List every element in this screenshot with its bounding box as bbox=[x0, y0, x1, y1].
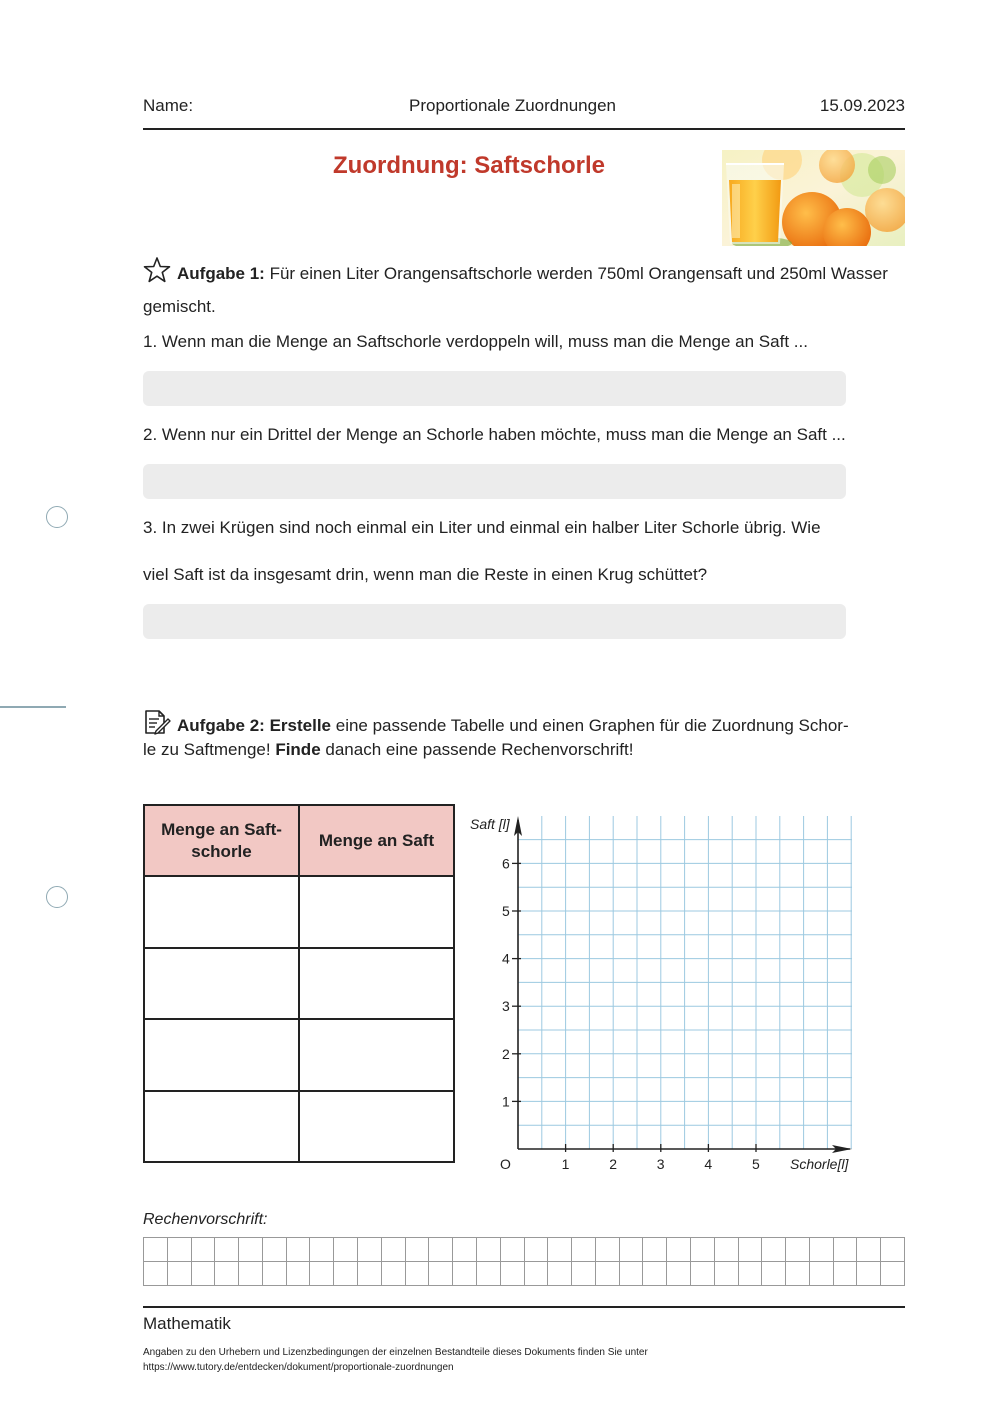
table-row bbox=[144, 1091, 454, 1163]
writing-grid-cell[interactable] bbox=[262, 1238, 286, 1262]
writing-grid-cell[interactable] bbox=[476, 1238, 500, 1262]
writing-grid-cell[interactable] bbox=[334, 1262, 358, 1286]
y-tick-label: 1 bbox=[502, 1093, 510, 1110]
writing-grid-cell[interactable] bbox=[643, 1262, 667, 1286]
writing-grid-cell[interactable] bbox=[595, 1262, 619, 1286]
writing-grid-cell[interactable] bbox=[572, 1238, 596, 1262]
writing-grid-cell[interactable] bbox=[762, 1238, 786, 1262]
writing-grid-cell[interactable] bbox=[215, 1238, 239, 1262]
topic-header: Proportionale Zuordnungen bbox=[409, 96, 616, 115]
table-header-saftschorle bbox=[144, 805, 299, 876]
table-cell[interactable] bbox=[299, 948, 454, 1020]
coordinate-graph[interactable] bbox=[462, 808, 862, 1178]
writing-grid-row bbox=[144, 1238, 905, 1262]
writing-grid-cell[interactable] bbox=[429, 1262, 453, 1286]
writing-grid-cell[interactable] bbox=[809, 1238, 833, 1262]
table-row bbox=[144, 948, 454, 1020]
table-header-saftschorle-line2: schorle bbox=[191, 841, 252, 861]
writing-grid-cell[interactable] bbox=[239, 1262, 263, 1286]
graph-axes bbox=[514, 816, 852, 1153]
y-tick-label: 3 bbox=[502, 998, 510, 1015]
table-cell[interactable] bbox=[144, 1019, 299, 1091]
writing-grid-cell[interactable] bbox=[595, 1238, 619, 1262]
writing-grid-cell[interactable] bbox=[524, 1262, 548, 1286]
writing-grid-cell[interactable] bbox=[381, 1238, 405, 1262]
writing-grid-cell[interactable] bbox=[881, 1262, 905, 1286]
y-tick-label: 5 bbox=[502, 903, 510, 919]
value-table bbox=[143, 804, 455, 1163]
writing-grid-cell[interactable] bbox=[548, 1238, 572, 1262]
writing-grid-cell[interactable] bbox=[524, 1238, 548, 1262]
x-tick-label: 2 bbox=[609, 1156, 617, 1172]
page-title: Zuordnung: Saftschorle bbox=[333, 152, 605, 179]
punch-hole-top bbox=[46, 506, 68, 528]
writing-grid-cell[interactable] bbox=[453, 1238, 477, 1262]
task1-question-1: 1. Wenn man die Menge an Saftschorle verdoppeln will, muss man die Menge an Saft ... bbox=[143, 332, 808, 351]
writing-grid-cell[interactable] bbox=[310, 1238, 334, 1262]
writing-grid-cell[interactable] bbox=[881, 1238, 905, 1262]
writing-grid-cell[interactable] bbox=[762, 1262, 786, 1286]
writing-grid-cell[interactable] bbox=[286, 1262, 310, 1286]
writing-grid-cell[interactable] bbox=[191, 1238, 215, 1262]
writing-grid-cell[interactable] bbox=[809, 1262, 833, 1286]
table-row bbox=[144, 876, 454, 948]
table-cell[interactable] bbox=[144, 1091, 299, 1163]
rechenvorschrift-writing-grid[interactable] bbox=[143, 1237, 905, 1286]
footer-note bbox=[143, 1345, 648, 1375]
writing-grid-cell[interactable] bbox=[500, 1238, 524, 1262]
task1-intro bbox=[143, 256, 905, 321]
writing-grid-cell[interactable] bbox=[476, 1262, 500, 1286]
writing-grid-cell[interactable] bbox=[714, 1262, 738, 1286]
writing-grid-cell[interactable] bbox=[619, 1262, 643, 1286]
writing-grid-cell[interactable] bbox=[167, 1262, 191, 1286]
table-cell[interactable] bbox=[299, 1019, 454, 1091]
x-tick-label: 3 bbox=[656, 1156, 665, 1172]
answer-box-2[interactable] bbox=[143, 464, 846, 499]
table-header-row bbox=[144, 805, 454, 876]
writing-grid-cell[interactable] bbox=[667, 1238, 691, 1262]
fold-mark bbox=[0, 706, 66, 708]
table-cell[interactable] bbox=[144, 876, 299, 948]
task2-text1: eine passende Tabelle und einen Graphen für die Zuordnung Schor- bbox=[331, 716, 849, 735]
x-axis-label: Schorle[l] bbox=[790, 1156, 849, 1172]
writing-grid-cell[interactable] bbox=[358, 1238, 382, 1262]
footer-divider bbox=[143, 1306, 905, 1308]
x-tick-label: 5 bbox=[752, 1156, 760, 1172]
footer-note-line1: Angaben zu den Urhebern und Lizenzbedingungen der einzelnen Bestandteile dieses Dokuments finden Sie unter bbox=[143, 1347, 648, 1358]
writing-grid-cell[interactable] bbox=[619, 1238, 643, 1262]
task2-label: Aufgabe 2: bbox=[177, 716, 265, 735]
writing-grid-cell[interactable] bbox=[239, 1238, 263, 1262]
table-row bbox=[144, 1019, 454, 1091]
writing-grid-cell[interactable] bbox=[286, 1238, 310, 1262]
writing-grid-cell[interactable] bbox=[215, 1262, 239, 1286]
table-cell[interactable] bbox=[299, 1091, 454, 1163]
task2-bold-finde: Finde bbox=[275, 740, 321, 759]
task1-label: Aufgabe 1: bbox=[177, 264, 265, 283]
task1-text: Für einen Liter Orangensaftschorle werden 750ml Orangensaft und 250ml Wasser gemischt. bbox=[143, 264, 888, 316]
writing-grid-row bbox=[144, 1262, 905, 1286]
star-icon bbox=[143, 256, 171, 293]
writing-grid-cell[interactable] bbox=[738, 1238, 762, 1262]
x-tick-label: 1 bbox=[561, 1156, 570, 1172]
writing-grid-cell[interactable] bbox=[144, 1262, 168, 1286]
writing-grid-cell[interactable] bbox=[667, 1262, 691, 1286]
writing-grid-cell[interactable] bbox=[453, 1262, 477, 1286]
table-cell[interactable] bbox=[144, 948, 299, 1020]
writing-grid-cell[interactable] bbox=[548, 1262, 572, 1286]
writing-grid-cell[interactable] bbox=[857, 1238, 881, 1262]
writing-grid-cell[interactable] bbox=[191, 1262, 215, 1286]
writing-grid-cell[interactable] bbox=[167, 1238, 191, 1262]
y-tick-label: 2 bbox=[502, 1045, 510, 1062]
writing-grid-cell[interactable] bbox=[833, 1262, 857, 1286]
task1-question-2: 2. Wenn nur ein Drittel der Menge an Schorle haben möchte, muss man die Menge an Saft ... bbox=[143, 425, 846, 444]
footer-note-url[interactable]: https://www.tutory.de/entdecken/dokument/proportionale-zuordnungen bbox=[143, 1362, 454, 1373]
footer-subject: Mathematik bbox=[143, 1314, 231, 1333]
writing-grid-cell[interactable] bbox=[714, 1238, 738, 1262]
writing-grid-cell[interactable] bbox=[572, 1262, 596, 1286]
name-label: Name: bbox=[143, 96, 194, 115]
writing-grid-cell[interactable] bbox=[358, 1262, 382, 1286]
writing-grid-cell[interactable] bbox=[405, 1238, 429, 1262]
writing-grid-cell[interactable] bbox=[310, 1262, 334, 1286]
writing-grid-cell[interactable] bbox=[690, 1262, 714, 1286]
writing-grid-cell[interactable] bbox=[833, 1238, 857, 1262]
origin-label: O bbox=[500, 1156, 511, 1172]
graph-ticks bbox=[502, 855, 760, 1172]
writing-grid-cell[interactable] bbox=[262, 1262, 286, 1286]
writing-grid-cell[interactable] bbox=[786, 1262, 810, 1286]
header-divider bbox=[143, 128, 905, 130]
writing-grid-cell[interactable] bbox=[857, 1262, 881, 1286]
table-header-saftschorle-line1: Menge an Saft- bbox=[161, 819, 282, 839]
writing-grid-cell[interactable] bbox=[381, 1262, 405, 1286]
writing-grid-cell[interactable] bbox=[690, 1238, 714, 1262]
writing-grid-cell[interactable] bbox=[500, 1262, 524, 1286]
task2-text2b: danach eine passende Rechenvorschrift! bbox=[320, 740, 634, 759]
y-axis-label: Saft [l] bbox=[470, 816, 510, 832]
writing-grid-cell[interactable] bbox=[429, 1238, 453, 1262]
task1-question-3-line1: 3. In zwei Krügen sind noch einmal ein Liter und einmal ein halber Liter Schorle übrig. Wie bbox=[143, 518, 821, 537]
writing-grid-cell[interactable] bbox=[643, 1238, 667, 1262]
y-tick-label: 6 bbox=[502, 855, 510, 872]
writing-grid-cell[interactable] bbox=[334, 1238, 358, 1262]
answer-box-3[interactable] bbox=[143, 604, 846, 639]
writing-grid-cell[interactable] bbox=[405, 1262, 429, 1286]
writing-grid-cell[interactable] bbox=[738, 1262, 762, 1286]
graph-grid bbox=[518, 816, 852, 1149]
task2-text2a: le zu Saftmenge! bbox=[143, 740, 276, 759]
task2-bold-erstelle: Erstelle bbox=[269, 716, 332, 735]
date-header: 15.09.2023 bbox=[819, 96, 905, 115]
punch-hole-bottom bbox=[46, 886, 68, 908]
table-cell[interactable] bbox=[299, 876, 454, 948]
x-tick-label: 4 bbox=[704, 1156, 713, 1172]
task2-intro-line2 bbox=[143, 736, 905, 764]
writing-grid-cell[interactable] bbox=[786, 1238, 810, 1262]
orange-juice-photo bbox=[722, 150, 905, 246]
writing-grid-cell[interactable] bbox=[144, 1238, 168, 1262]
table-header-saft: Menge an Saft bbox=[299, 805, 454, 876]
y-tick-label: 4 bbox=[502, 950, 510, 967]
rechenvorschrift-label: Rechenvorschrift: bbox=[143, 1211, 268, 1228]
answer-box-1[interactable] bbox=[143, 371, 846, 406]
task1-question-3-line2: viel Saft ist da insgesamt drin, wenn man die Reste in einen Krug schüttet? bbox=[143, 565, 708, 584]
